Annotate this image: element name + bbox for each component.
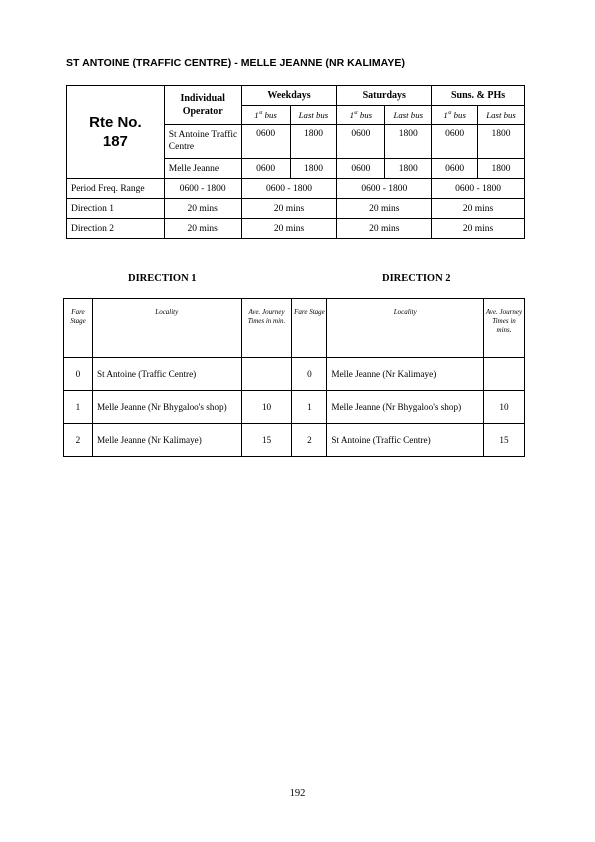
frequency-value: 20 mins <box>164 219 241 239</box>
direction-2-heading: DIRECTION 2 <box>382 273 451 284</box>
sundays-header: Suns. & PHs <box>432 86 525 106</box>
last-bus-header: Last bus <box>290 106 337 125</box>
frequency-value: 20 mins <box>337 219 432 239</box>
time-cell: 0600 <box>432 159 478 179</box>
fare-stage: 2 <box>64 424 93 457</box>
time-cell: 0600 <box>241 159 290 179</box>
weekdays-header: Weekdays <box>241 86 337 106</box>
time-cell: 1800 <box>290 125 337 159</box>
page-title: ST ANTOINE (TRAFFIC CENTRE) - MELLE JEANNE (NR KALIMAYE) <box>66 57 405 69</box>
time-cell: 0600 <box>337 125 385 159</box>
locality: Melle Jeanne (Nr Bhygaloo's shop) <box>327 391 484 424</box>
direction-1-heading: DIRECTION 1 <box>128 273 197 284</box>
saturdays-header: Saturdays <box>337 86 432 106</box>
time-cell: 0600 <box>241 125 290 159</box>
journey-time <box>241 358 292 391</box>
frequency-value: 20 mins <box>164 199 241 219</box>
route-number-cell <box>67 86 165 179</box>
frequency-value: 20 mins <box>337 199 432 219</box>
fare-stage: 1 <box>292 391 327 424</box>
fare-stage: 0 <box>292 358 327 391</box>
locality: Melle Jeanne (Nr Bhygaloo's shop) <box>92 391 241 424</box>
last-bus-header: Last bus <box>385 106 432 125</box>
period-label: Period Freq. Range <box>67 179 165 199</box>
route-number-label: Rte No. <box>89 114 142 131</box>
time-cell: 1800 <box>290 159 337 179</box>
frequency-value: 20 mins <box>432 199 525 219</box>
first-bus-header: 1st bus <box>241 106 290 125</box>
journey-time-header: Ave. Journey Times in mins. <box>484 299 525 358</box>
table-row <box>64 358 525 391</box>
operator-header: Individual Operator <box>164 86 241 125</box>
fare-stage: 1 <box>64 391 93 424</box>
journey-time-header: Ave. Journey Times in min. <box>241 299 292 358</box>
time-cell: 1800 <box>385 125 432 159</box>
time-cell: 0600 <box>432 125 478 159</box>
period-value: 0600 - 1800 <box>337 179 432 199</box>
last-bus-header: Last bus <box>478 106 525 125</box>
first-bus-header: 1st bus <box>337 106 385 125</box>
first-bus-header: 1st bus <box>432 106 478 125</box>
time-cell: 1800 <box>478 125 525 159</box>
period-row <box>67 179 525 199</box>
frequency-value: 20 mins <box>241 219 337 239</box>
time-cell: 1800 <box>385 159 432 179</box>
locality-header: Locality <box>327 299 484 358</box>
fare-stage-header-row <box>64 299 525 358</box>
page-number: 192 <box>289 788 306 799</box>
fare-stage-header: Fare Stage <box>64 299 93 358</box>
fare-stage-table <box>63 298 525 457</box>
operator-name: St Antoine Traffic Centre <box>164 125 241 159</box>
route-number: 187 <box>102 133 128 150</box>
locality-header: Locality <box>92 299 241 358</box>
journey-time: 15 <box>484 424 525 457</box>
direction-label: Direction 2 <box>67 219 165 239</box>
fare-stage-header: Fare Stage <box>292 299 327 358</box>
journey-time <box>484 358 525 391</box>
journey-time: 10 <box>484 391 525 424</box>
fare-stage: 2 <box>292 424 327 457</box>
direction-row <box>67 199 525 219</box>
locality: Melle Jeanne (Nr Kalimaye) <box>92 424 241 457</box>
table-row <box>64 424 525 457</box>
direction-row <box>67 219 525 239</box>
table-row <box>64 391 525 424</box>
frequency-value: 20 mins <box>241 199 337 219</box>
fare-stage: 0 <box>64 358 93 391</box>
journey-time: 15 <box>241 424 292 457</box>
operator-name: Melle Jeanne <box>164 159 241 179</box>
locality: Melle Jeanne (Nr Kalimaye) <box>327 358 484 391</box>
locality: St Antoine (Traffic Centre) <box>92 358 241 391</box>
frequency-value: 20 mins <box>432 219 525 239</box>
journey-time: 10 <box>241 391 292 424</box>
direction-label: Direction 1 <box>67 199 165 219</box>
time-cell: 0600 <box>337 159 385 179</box>
period-value: 0600 - 1800 <box>241 179 337 199</box>
period-value: 0600 - 1800 <box>432 179 525 199</box>
time-cell: 1800 <box>478 159 525 179</box>
route-summary-table <box>66 85 525 239</box>
period-value: 0600 - 1800 <box>164 179 241 199</box>
locality: St Antoine (Traffic Centre) <box>327 424 484 457</box>
